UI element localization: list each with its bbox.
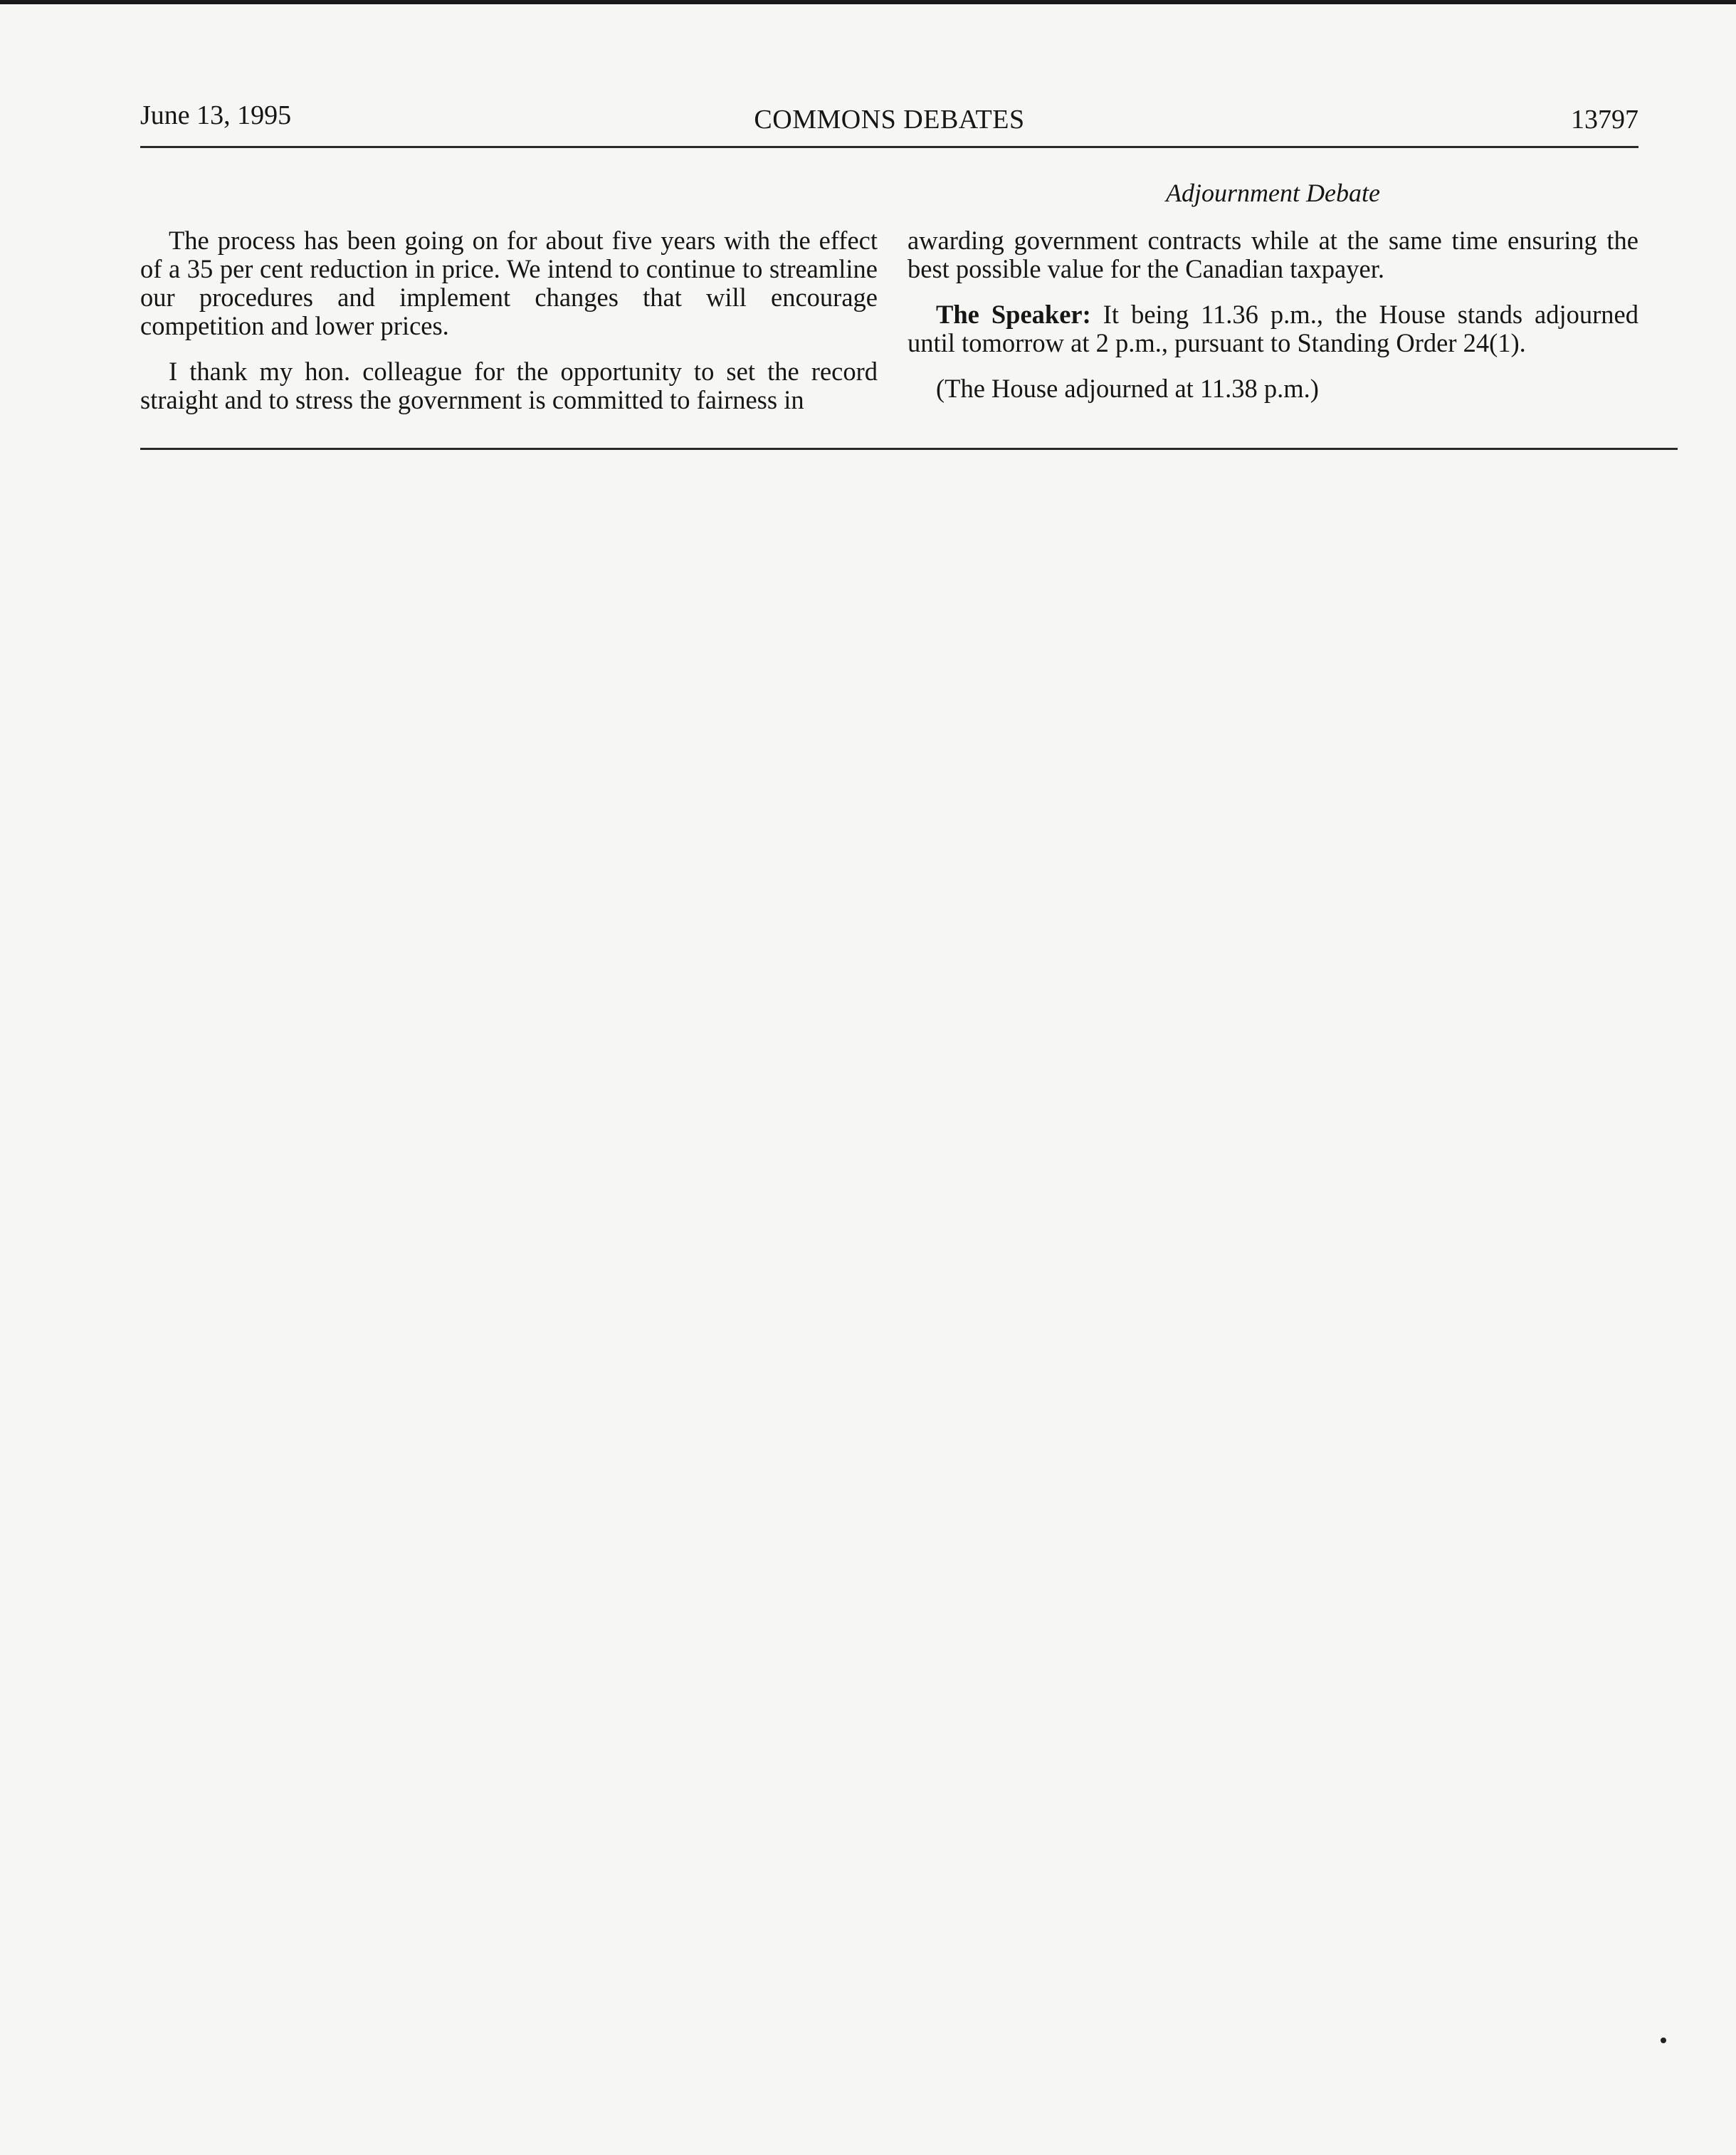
speaker-paragraph (908, 300, 1638, 357)
running-head (140, 100, 1638, 142)
paragraph: The process has been going on for about five years with the effect of a 35 per cent reduction in price. We intend to continue to streamline our procedures and implement changes that will encourage competition and lower prices. (140, 226, 878, 340)
header-rule (140, 146, 1638, 148)
adjournment-note: (The House adjourned at 11.38 p.m.) (936, 374, 1319, 403)
speaker-label: The Speaker: (936, 300, 1091, 329)
paragraph-continuation: awarding government contracts while at the same time ensuring the best possible value for the Canadian taxpayer. (908, 226, 1638, 283)
left-column (140, 226, 878, 414)
scan-speck (1661, 2038, 1666, 2043)
speaker-text: It being 11.36 p.m., the House stands adjourned until tomorrow at 2 p.m., pursuant to Standing Order 24(1). (908, 300, 1639, 357)
header-date: June 13, 1995 (140, 100, 292, 130)
paragraph: I thank my hon. colleague for the opportunity to set the record straight and to stress the government is committed to fairness in (140, 357, 878, 414)
header-publication: COMMONS DEBATES (754, 105, 1025, 135)
header-page-number: 13797 (1571, 105, 1638, 135)
section-heading: Adjournment Debate (1166, 179, 1380, 207)
footer-rule (140, 448, 1678, 450)
scan-edge (0, 0, 1736, 4)
right-column (908, 226, 1638, 403)
